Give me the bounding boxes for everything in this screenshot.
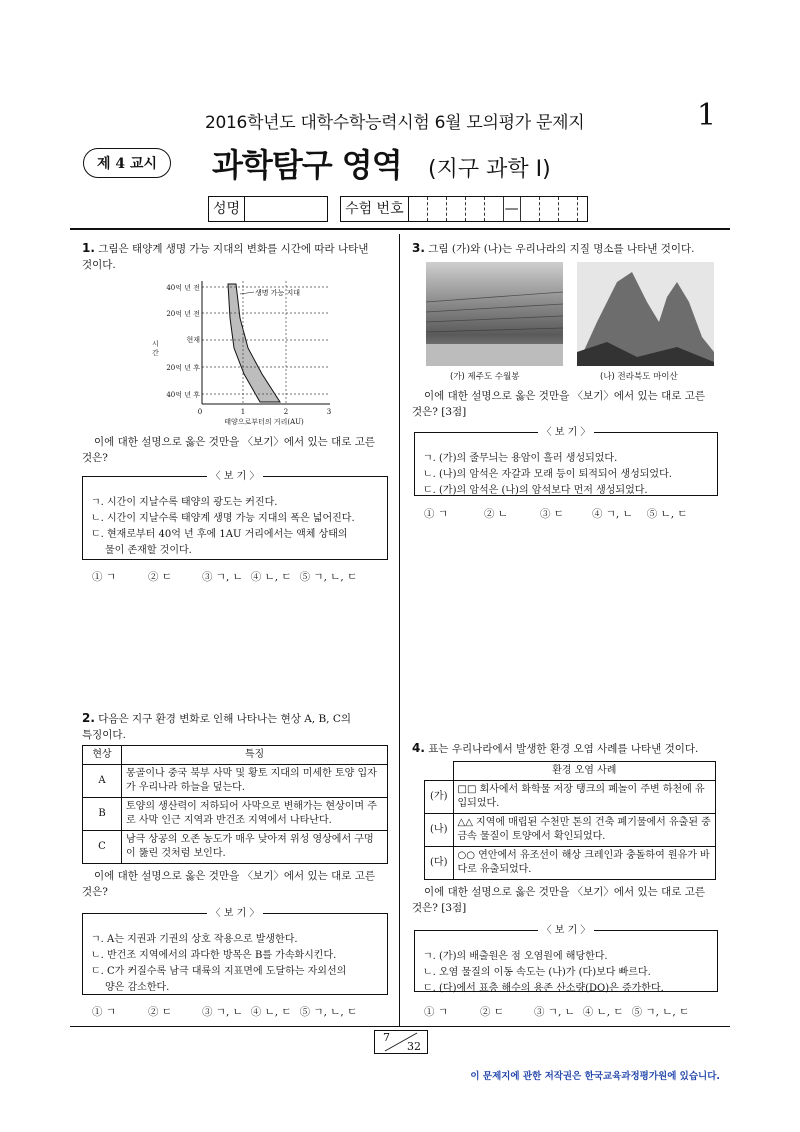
q2-row-b-key: B bbox=[83, 798, 122, 831]
q1-ask-line2: 것은? bbox=[82, 452, 108, 464]
subject-subtitle: (지구 과학 I) bbox=[428, 157, 551, 182]
q2-choice-2[interactable]: ② ㄷ bbox=[147, 1006, 172, 1018]
q4-row-na-value: △△ 지역에 매립된 수천만 톤의 건축 폐기물에서 유출된 중금속 물질이 토양에서 확인되었다. bbox=[453, 814, 716, 847]
q2-row-c-key: C bbox=[83, 831, 122, 864]
q2-text: 다음은 지구 환경 변화로 인해 나타나는 현상 A, B, C의 bbox=[98, 713, 352, 725]
q2-row-c-value: 남극 상공의 오존 농도가 매우 낮아져 위성 영상에서 구멍이 뚫린 것처럼 보인다. bbox=[122, 831, 388, 864]
q3-choice-2[interactable]: ② ㄴ bbox=[483, 508, 508, 520]
q3-bogi-box bbox=[414, 427, 718, 496]
q4-row-da-key: (다) bbox=[425, 847, 454, 880]
exam-title: 2016학년도 대학수학능력시험 6월 모의평가 문제지 bbox=[205, 113, 585, 133]
q1-bogi-title: 〈 보 기 〉 bbox=[207, 471, 264, 482]
id-row bbox=[208, 196, 588, 222]
q2-choices bbox=[92, 1004, 379, 1019]
q1-choice-2[interactable]: ② ㄷ bbox=[147, 571, 172, 583]
q4-number: 4. bbox=[412, 741, 425, 755]
q4-choice-5[interactable]: ⑤ ㄱ, ㄴ, ㄷ bbox=[631, 1006, 690, 1018]
q2-choice-1[interactable]: ① ㄱ bbox=[92, 1006, 116, 1018]
q1-ask-line1: 이에 대한 설명으로 옳은 것만을 〈보기〉에서 있는 대로 고른 bbox=[94, 436, 375, 448]
q3-choice-5[interactable]: ⑤ ㄴ, ㄷ bbox=[646, 508, 688, 520]
q3-item-2: ㄴ. (나)의 암석은 자갈과 모래 등이 퇴적되어 생성되었다. bbox=[423, 469, 672, 480]
question-2 bbox=[82, 710, 388, 743]
q2-head-phenomenon: 현상 bbox=[83, 746, 122, 765]
q2-item-3: ㄷ. C가 커질수록 남극 대륙의 지표면에 도달하는 자외선의 bbox=[91, 966, 347, 977]
q3-choices bbox=[424, 506, 710, 521]
q1-choice-3[interactable]: ③ ㄱ, ㄴ bbox=[201, 571, 243, 583]
y-tick-3: 현재 bbox=[186, 336, 200, 344]
q2-row-a-value: 몽골이나 중국 북부 사막 및 황토 지대의 미세한 토양 입자가 우리나라 하늘을 덮는다. bbox=[122, 765, 388, 798]
question-1 bbox=[82, 240, 388, 273]
q3-caption-b: (나) 전라북도 마이산 bbox=[600, 372, 678, 382]
q3-item-1: ㄱ. (가)의 줄무늬는 용암이 흘러 생성되었다. bbox=[423, 453, 618, 464]
q4-choice-1[interactable]: ① ㄱ bbox=[424, 1006, 448, 1018]
q2-ask bbox=[82, 868, 390, 900]
q2-ask-line1: 이에 대한 설명으로 옳은 것만을 〈보기〉에서 있는 대로 고른 bbox=[94, 870, 375, 882]
x-tick-0: 0 bbox=[197, 408, 203, 416]
question-4 bbox=[412, 740, 722, 757]
page-number: 1 bbox=[697, 98, 717, 133]
page-current: 7 bbox=[383, 1031, 390, 1044]
q1-item-1: ㄱ. 시간이 지날수록 태양의 광도는 커진다. bbox=[91, 497, 278, 508]
q1-number: 1. bbox=[82, 241, 95, 255]
header-rule bbox=[70, 228, 730, 230]
q1-text-cont: 것이다. bbox=[82, 259, 116, 271]
exam-no-dash: — bbox=[504, 197, 521, 221]
y-tick-2: 20억 년 전 bbox=[166, 310, 200, 318]
q3-ask bbox=[412, 388, 720, 420]
q1-item-3: ㄷ. 현재로부터 40억 년 후에 1AU 거리에서는 액체 상태의 bbox=[91, 529, 348, 540]
q4-ask-line1: 이에 대한 설명으로 옳은 것만을 〈보기〉에서 있는 대로 고른 bbox=[424, 886, 705, 898]
x-tick-1: 1 bbox=[240, 408, 246, 416]
x-tick-3: 3 bbox=[326, 408, 332, 416]
name-field[interactable] bbox=[245, 196, 328, 222]
y-tick-5: 40억 년 후 bbox=[166, 391, 200, 399]
page-total: 32 bbox=[407, 1040, 421, 1053]
x-tick-2: 2 bbox=[283, 408, 289, 416]
q4-row-ga-key: (가) bbox=[425, 781, 454, 814]
q2-table bbox=[82, 745, 388, 864]
session-badge: 제 4 교시 bbox=[83, 148, 171, 178]
q2-bogi-title: 〈 보 기 〉 bbox=[207, 908, 264, 919]
q4-text: 표는 우리나라에서 발생한 환경 오염 사례를 나타낸 것이다. bbox=[428, 743, 699, 755]
q4-row-ga-value: □□ 회사에서 화학물 저장 탱크의 폐놀이 주변 하천에 유입되었다. bbox=[453, 781, 716, 814]
x-label: 태양으로부터의 거리(AU) bbox=[224, 418, 304, 426]
y-tick-1: 40억 년 전 bbox=[166, 284, 200, 292]
exam-no-label: 수험 번호 bbox=[340, 196, 409, 222]
q4-head: 환경 오염 사례 bbox=[453, 762, 716, 781]
habitable-zone-band bbox=[228, 284, 280, 402]
page-indicator bbox=[374, 1030, 428, 1054]
q2-head-feature: 특징 bbox=[122, 746, 388, 765]
q2-text-cont: 특징이다. bbox=[82, 729, 126, 741]
question-3 bbox=[412, 240, 722, 257]
zone-pointer bbox=[240, 292, 254, 294]
q3-photo-suwolbong bbox=[426, 262, 563, 366]
q2-item-2: ㄴ. 반건조 지역에서의 과다한 방목은 B를 가속화시킨다. bbox=[91, 950, 337, 961]
y-label-2: 간 bbox=[152, 349, 159, 357]
q1-choice-1[interactable]: ① ㄱ bbox=[92, 571, 116, 583]
q2-row-b-value: 토양의 생산력이 저하되어 사막으로 변해가는 현상이며 주로 사막 인근 지역과 반건조 지역에서 나타난다. bbox=[122, 798, 388, 831]
footer-rule bbox=[70, 1026, 730, 1027]
y-label-1: 시 bbox=[152, 340, 159, 348]
q1-choice-5[interactable]: ⑤ ㄱ, ㄴ, ㄷ bbox=[299, 571, 358, 583]
q3-choice-3[interactable]: ③ ㄷ bbox=[539, 508, 564, 520]
q2-number: 2. bbox=[82, 711, 95, 725]
q2-choice-3[interactable]: ③ ㄱ, ㄴ bbox=[201, 1006, 243, 1018]
q1-choice-4[interactable]: ④ ㄴ, ㄷ bbox=[250, 571, 292, 583]
q2-row-a-key: A bbox=[83, 765, 122, 798]
q1-diagram bbox=[130, 278, 350, 428]
q1-item-3-cont: 물이 존재할 것이다. bbox=[105, 545, 192, 556]
q2-ask-line2: 것은? bbox=[82, 886, 108, 898]
q1-bogi-box bbox=[82, 471, 388, 560]
q4-table bbox=[424, 761, 716, 880]
q4-item-2: ㄴ. 오염 물질의 이동 속도는 (나)가 (다)보다 빠르다. bbox=[423, 967, 651, 978]
zone-label: 생명 가능 지대 bbox=[255, 289, 301, 297]
q1-choices bbox=[92, 569, 379, 584]
q4-item-1: ㄱ. (가)의 배출원은 점 오염원에 해당한다. bbox=[423, 951, 608, 962]
q4-bogi-title: 〈 보 기 〉 bbox=[538, 925, 595, 936]
q4-row-na-key: (나) bbox=[425, 814, 454, 847]
q2-item-3-cont: 양은 감소한다. bbox=[105, 982, 170, 993]
q4-choice-2[interactable]: ② ㄷ bbox=[479, 1006, 504, 1018]
q3-number: 3. bbox=[412, 241, 425, 255]
q3-photo-maisan bbox=[577, 262, 714, 366]
q3-bogi-title: 〈 보 기 〉 bbox=[538, 427, 595, 438]
name-label: 성명 bbox=[208, 196, 245, 222]
q3-item-3: ㄷ. (가)의 암석은 (나)의 암석보다 먼저 생성되었다. bbox=[423, 485, 648, 496]
q3-choice-4[interactable]: ④ ㄱ, ㄴ bbox=[591, 508, 633, 520]
q4-row-da-value: ○○ 연안에서 유조선이 해상 크레인과 충돌하여 원유가 바다로 유출되었다. bbox=[453, 847, 716, 880]
q1-ask bbox=[82, 434, 390, 466]
exam-no-field[interactable] bbox=[409, 196, 588, 222]
q3-caption-a: (가) 제주도 수월봉 bbox=[450, 372, 520, 382]
q1-text: 그림은 태양계 생명 가능 지대의 변화를 시간에 따라 나타낸 bbox=[98, 243, 369, 255]
q2-choice-5[interactable]: ⑤ ㄱ, ㄴ, ㄷ bbox=[299, 1006, 358, 1018]
y-tick-4: 20억 년 후 bbox=[166, 364, 200, 372]
q4-choice-4[interactable]: ④ ㄴ, ㄷ bbox=[582, 1006, 624, 1018]
q2-choice-4[interactable]: ④ ㄴ, ㄷ bbox=[250, 1006, 292, 1018]
q3-ask-line1: 이에 대한 설명으로 옳은 것만을 〈보기〉에서 있는 대로 고른 bbox=[424, 390, 705, 402]
q1-item-2: ㄴ. 시간이 지날수록 태양계 생명 가능 지대의 폭은 넓어진다. bbox=[91, 513, 355, 524]
q3-text: 그림 (가)와 (나)는 우리나라의 지질 명소를 나타낸 것이다. bbox=[428, 243, 695, 255]
q4-ask bbox=[412, 884, 720, 916]
q2-item-1: ㄱ. A는 지권과 기권의 상호 작용으로 발생한다. bbox=[91, 934, 298, 945]
q2-bogi-box bbox=[82, 908, 388, 995]
column-divider bbox=[399, 234, 400, 1027]
q4-choices bbox=[424, 1004, 711, 1019]
copyright-notice: 이 문제지에 관한 저작권은 한국교육과정평가원에 있습니다. bbox=[470, 1071, 720, 1082]
q3-choice-1[interactable]: ① ㄱ bbox=[424, 508, 448, 520]
q4-bogi-box bbox=[414, 925, 718, 994]
subject-title: 과학탐구 영역 bbox=[212, 146, 402, 184]
q4-item-3: ㄷ. (다)에서 표층 해수의 용존 산소량(DO)은 증가한다. bbox=[423, 983, 664, 994]
q4-choice-3[interactable]: ③ ㄱ, ㄴ bbox=[533, 1006, 575, 1018]
q3-ask-line2: 것은? [3점] bbox=[412, 406, 467, 418]
q4-ask-line2: 것은? [3점] bbox=[412, 902, 467, 914]
